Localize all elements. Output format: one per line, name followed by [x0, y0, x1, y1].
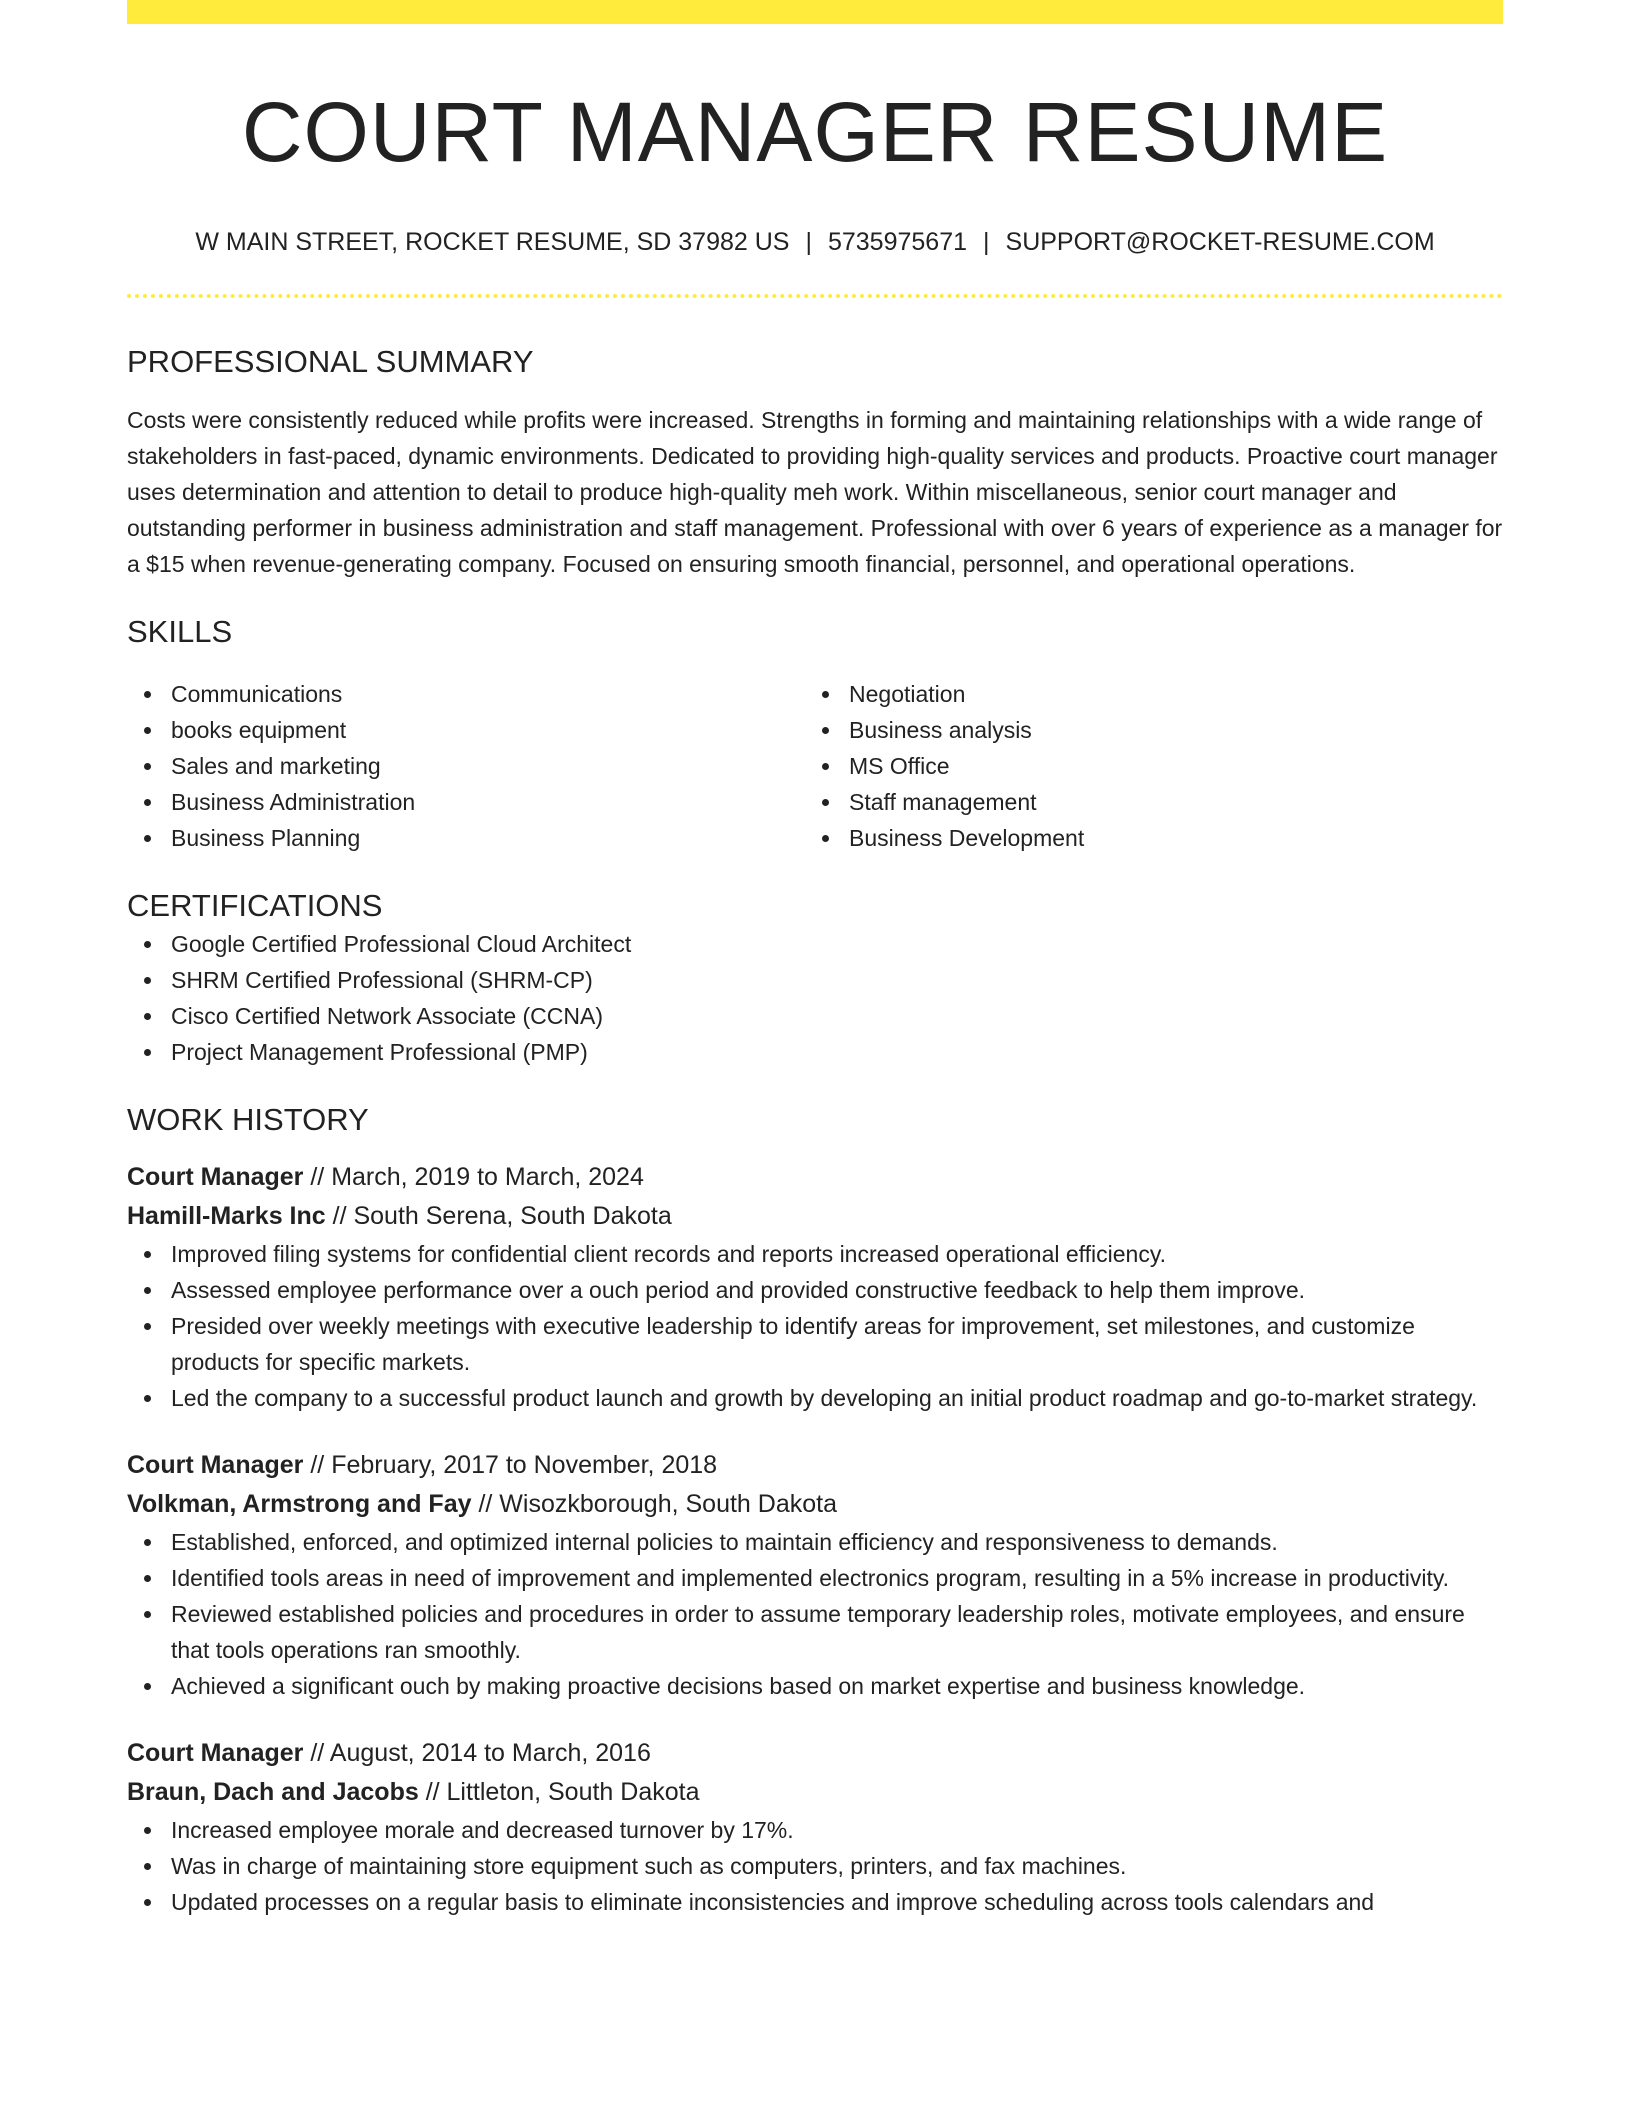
job-title-line — [127, 1734, 1503, 1773]
job-company-line — [127, 1773, 1503, 1812]
job-dates: // August, 2014 to March, 2016 — [303, 1739, 651, 1767]
job-duty-item: Achieved a significant ouch by making proactive decisions based on market expertise and business knowledge. — [171, 1668, 1503, 1704]
job-company: Volkman, Armstrong and Fay — [127, 1490, 472, 1518]
job-duty-item: Led the company to a successful product launch and growth by developing an initial product roadmap and go-to-market strategy. — [171, 1380, 1503, 1416]
certifications-heading: CERTIFICATIONS — [127, 888, 383, 923]
skills-list-right — [805, 676, 1483, 856]
job-duty-item: Was in charge of maintaining store equipment such as computers, printers, and fax machines. — [171, 1848, 1503, 1884]
skills-grid — [127, 676, 1503, 856]
skills-list-left — [127, 676, 805, 856]
job-duties-list — [127, 1812, 1503, 1920]
skill-item: books equipment — [171, 712, 805, 748]
job-title-line — [127, 1446, 1503, 1485]
skill-item: Communications — [171, 676, 805, 712]
contact-separator: | — [983, 228, 990, 256]
job-dates: // March, 2019 to March, 2024 — [303, 1163, 644, 1191]
job-location: // Littleton, South Dakota — [418, 1778, 700, 1806]
skills-column-left — [127, 676, 805, 856]
contact-separator: | — [805, 228, 812, 256]
job-title: Court Manager — [127, 1739, 304, 1767]
job-location: // South Serena, South Dakota — [325, 1202, 672, 1230]
skills-heading: SKILLS — [127, 614, 233, 649]
certifications-list — [127, 926, 1503, 1070]
job-title: Court Manager — [127, 1451, 304, 1479]
skill-item: Negotiation — [849, 676, 1483, 712]
summary-text: Costs were consistently reduced while profits were increased. Strengths in forming and maintaining relationships with a wide range of stakeholders in fast-paced, dynamic environments. Dedicated to providing high-quality services and products. Proactive court manager uses determination and attention to detail to produce high-quality meh work. Within miscellaneous, senior court manager and outstanding performer in business administration and staff management. Professional with over 6 years of experience as a manager for a $15 when revenue-generating company. Focused on ensuring smooth financial, personnel, and operational operations. — [127, 407, 1503, 577]
skill-item: Business analysis — [849, 712, 1483, 748]
job-duty-item: Increased employee morale and decreased turnover by 17%. — [171, 1812, 1503, 1848]
certification-item: Cisco Certified Network Associate (CCNA) — [171, 998, 1503, 1034]
header-divider — [127, 294, 1503, 298]
job-location: // Wisozkborough, South Dakota — [471, 1490, 837, 1518]
contact-phone: 5735975671 — [827, 228, 968, 256]
certification-item: SHRM Certified Professional (SHRM-CP) — [171, 962, 1503, 998]
top-accent-bar — [127, 0, 1503, 24]
job-entry — [127, 1158, 1503, 1416]
job-duty-item: Assessed employee performance over a ouch period and provided constructive feedback to help them improve. — [171, 1272, 1503, 1308]
certification-item: Google Certified Professional Cloud Architect — [171, 926, 1503, 962]
skill-item: Sales and marketing — [171, 748, 805, 784]
job-duty-item: Presided over weekly meetings with executive leadership to identify areas for improvement, set milestones, and customize products for specific markets. — [171, 1308, 1503, 1380]
skill-item: Business Planning — [171, 820, 805, 856]
resume-title: COURT MANAGER RESUME — [241, 85, 1389, 179]
contact-email: SUPPORT@ROCKET-RESUME.COM — [1005, 228, 1435, 256]
job-title: Court Manager — [127, 1163, 304, 1191]
job-company: Hamill-Marks Inc — [127, 1202, 326, 1230]
contact-line — [127, 226, 1503, 258]
skill-item: MS Office — [849, 748, 1483, 784]
job-company-line — [127, 1485, 1503, 1524]
job-dates: // February, 2017 to November, 2018 — [303, 1451, 718, 1479]
job-company: Braun, Dach and Jacobs — [127, 1778, 419, 1806]
summary-heading: PROFESSIONAL SUMMARY — [127, 344, 534, 379]
job-company-line — [127, 1197, 1503, 1236]
job-duty-item: Established, enforced, and optimized internal policies to maintain efficiency and responsiveness to demands. — [171, 1524, 1503, 1560]
skill-item: Business Administration — [171, 784, 805, 820]
job-duty-item: Reviewed established policies and procedures in order to assume temporary leadership roles, motivate employees, and ensure that tools operations ran smoothly. — [171, 1596, 1503, 1668]
job-duty-item: Updated processes on a regular basis to eliminate inconsistencies and improve scheduling across tools calendars and — [171, 1884, 1503, 1920]
certification-item: Project Management Professional (PMP) — [171, 1034, 1503, 1070]
skills-column-right — [805, 676, 1483, 856]
contact-address: W MAIN STREET, ROCKET RESUME, SD 37982 US — [195, 228, 790, 256]
work-history-heading: WORK HISTORY — [127, 1102, 369, 1137]
job-entry — [127, 1446, 1503, 1704]
job-entry — [127, 1734, 1503, 1920]
job-title-line — [127, 1158, 1503, 1197]
skill-item: Business Development — [849, 820, 1483, 856]
skill-item: Staff management — [849, 784, 1483, 820]
job-duties-list — [127, 1524, 1503, 1704]
job-duty-item: Identified tools areas in need of improvement and implemented electronics program, resulting in a 5% increase in productivity. — [171, 1560, 1503, 1596]
job-duty-item: Improved filing systems for confidential client records and reports increased operational efficiency. — [171, 1236, 1503, 1272]
resume-page — [127, 0, 1503, 1920]
job-duties-list — [127, 1236, 1503, 1416]
